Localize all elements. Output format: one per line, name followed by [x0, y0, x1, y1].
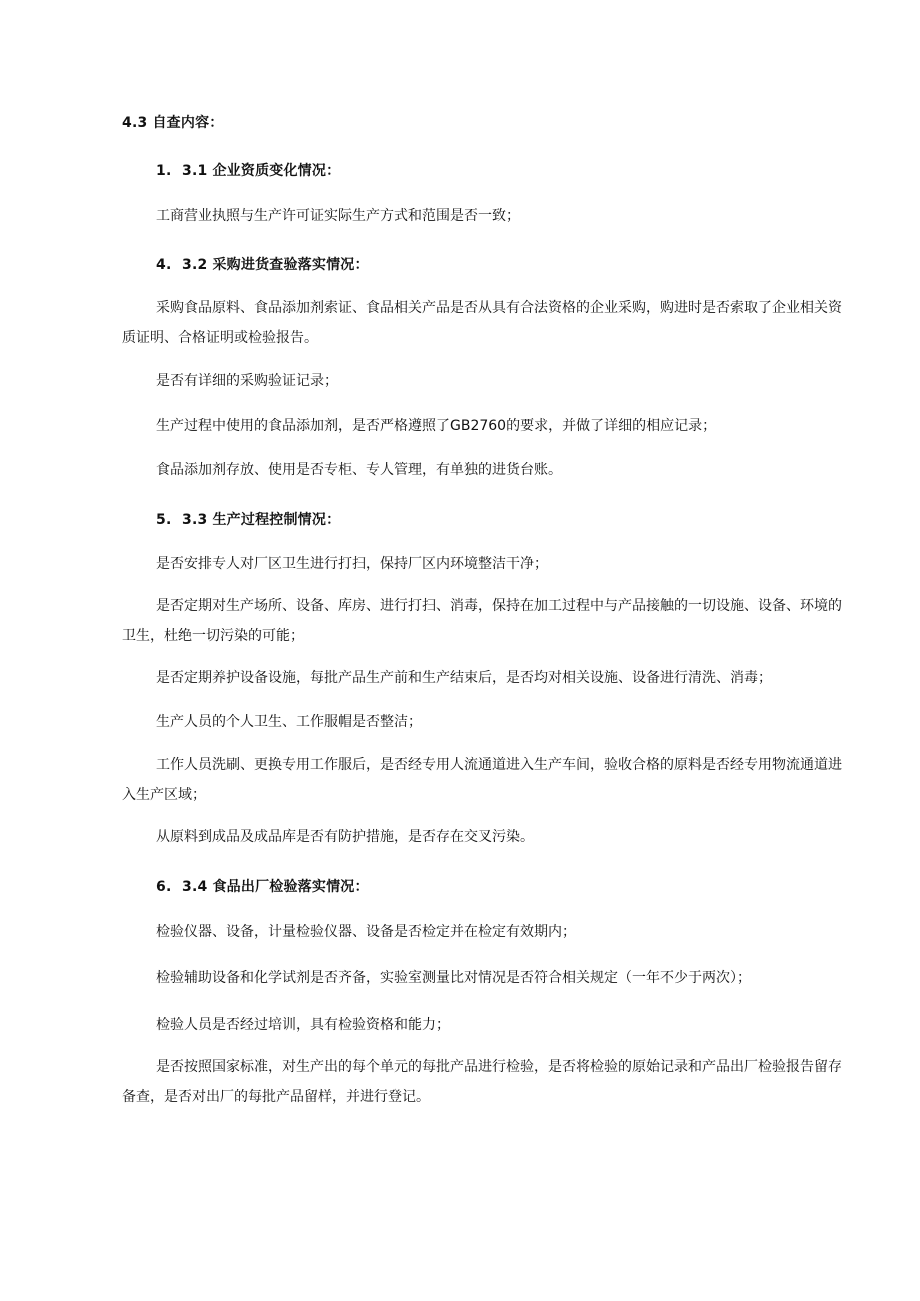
paragraph: 生产过程中使用的食品添加剂，是否严格遵照了GB2760的要求，并做了详细的相应记录； — [156, 418, 717, 434]
paragraph — [122, 750, 844, 810]
paragraph: 从原料到成品及成品库是否有防护措施，是否存在交叉污染。 — [156, 829, 534, 845]
paragraph: 食品添加剂存放、使用是否专柜、专人管理，有单独的进货台账。 — [156, 462, 562, 478]
section-title-3-1 — [156, 160, 340, 180]
paragraph: 是否有详细的采购验证记录； — [156, 373, 338, 389]
section-number: 1. — [156, 163, 172, 179]
section-title-3-4 — [156, 876, 369, 896]
paragraph: 检验仪器、设备，计量检验仪器、设备是否检定并在检定有效期内； — [156, 924, 576, 940]
paragraph: 是否安排专人对厂区卫生进行打扫，保持厂区内环境整洁干净； — [156, 556, 548, 572]
paragraph-text: 是否按照国家标准，对生产出的每个单元的每批产品进行检验，是否将检验的原始记录和产品出厂检验报告留存备查，是否对出厂的每批产品留样，并进行登记。 — [122, 1059, 842, 1105]
paragraph-text: 工作人员洗刷、更换专用工作服后，是否经专用人流通道进入生产车间，验收合格的原料是否经专用物流通道进入生产区域； — [122, 757, 842, 803]
section-heading: 4.3 自查内容： — [122, 115, 224, 131]
paragraph — [122, 591, 844, 651]
paragraph — [122, 1052, 844, 1112]
paragraph-text: 采购食品原料、食品添加剂索证、食品相关产品是否从具有合法资格的企业采购，购进时是否索取了企业相关资质证明、合格证明或检验报告。 — [122, 300, 842, 346]
paragraph: 生产人员的个人卫生、工作服帽是否整洁； — [156, 714, 422, 730]
paragraph: 检验人员是否经过培训，具有检验资格和能力； — [156, 1017, 450, 1033]
section-title: 3.1 企业资质变化情况： — [182, 163, 341, 179]
section-number: 6. — [156, 879, 172, 895]
section-title: 3.2 采购进货查验落实情况： — [182, 257, 369, 273]
section-title: 3.4 食品出厂检验落实情况： — [182, 879, 369, 895]
section-title-3-2 — [156, 254, 369, 274]
paragraph: 检验辅助设备和化学试剂是否齐备，实验室测量比对情况是否符合相关规定（一年不少于两次）； — [156, 970, 751, 986]
paragraph-text: 是否定期对生产场所、设备、库房、进行打扫、消毒，保持在加工过程中与产品接触的一切设施、设备、环境的卫生，杜绝一切污染的可能； — [122, 598, 842, 644]
paragraph — [122, 293, 844, 353]
paragraph: 工商营业执照与生产许可证实际生产方式和范围是否一致； — [156, 208, 520, 224]
section-title: 3.3 生产过程控制情况： — [182, 512, 341, 528]
paragraph: 是否定期养护设备设施，每批产品生产前和生产结束后，是否均对相关设施、设备进行清洗、消毒； — [156, 670, 772, 686]
section-number: 4. — [156, 257, 172, 273]
section-title-3-3 — [156, 509, 340, 529]
section-number: 5. — [156, 512, 172, 528]
